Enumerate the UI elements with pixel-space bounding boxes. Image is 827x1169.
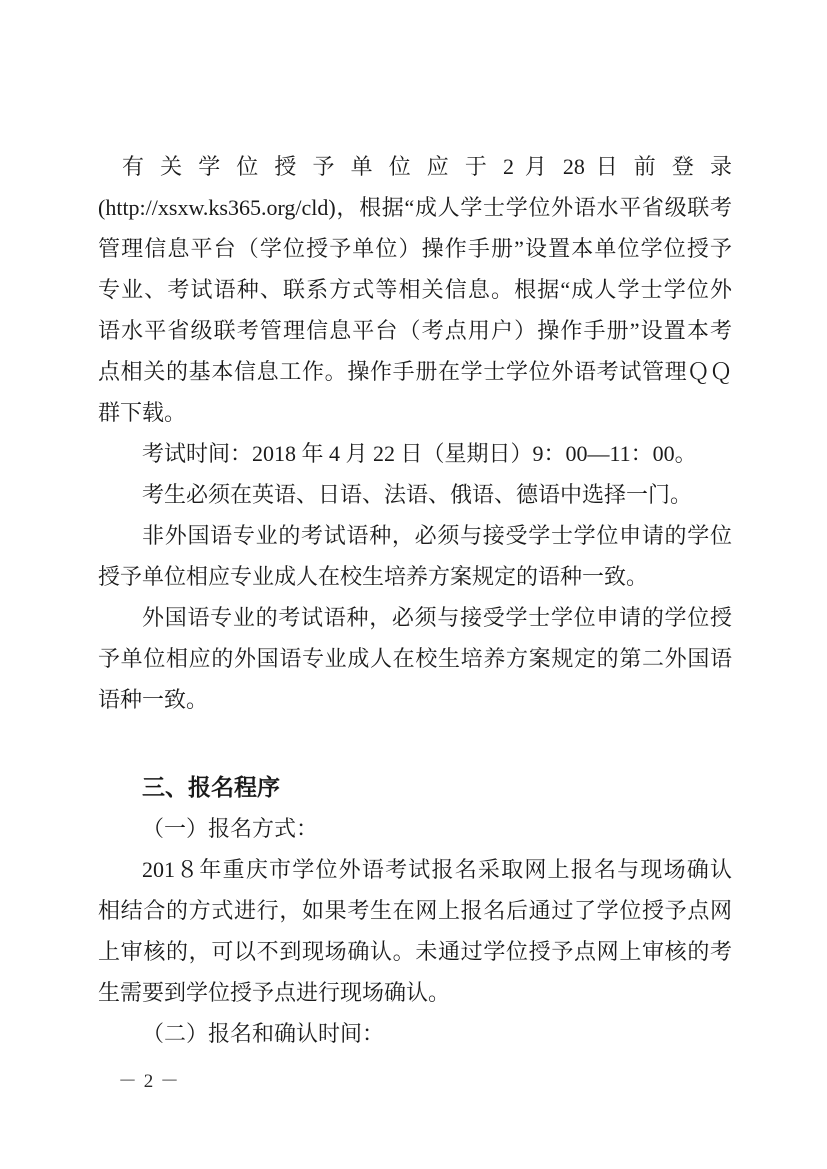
paragraph-line: 上审核的，可以不到现场确认。未通过学位授予点网上审核的考 [98, 939, 732, 964]
subsection-label: （二）报名和确认时间： [142, 1021, 385, 1046]
language-choice-line: 考生必须在英语、日语、法语、俄语、德语中选择一门。 [142, 482, 693, 507]
paragraph-line: 授予单位相应专业成人在校生培养方案规定的语种一致。 [98, 564, 649, 589]
paragraph-line: 群下载。 [98, 400, 187, 425]
paragraph-line: 非外国语专业的考试语种，必须与接受学士学位申请的学位 [142, 523, 732, 548]
subsection-label: （一）报名方式： [142, 816, 319, 841]
document-body [98, 146, 732, 1054]
paragraph-line: 生需要到学位授予点进行现场确认。 [98, 980, 451, 1005]
paragraph-line: 外国语专业的考试语种，必须与接受学士学位申请的学位授 [142, 605, 732, 630]
paragraph-line: 有 关 学 位 授 予 单 位 应 于 2 月 28 日 前 登 录 [122, 154, 732, 179]
section-gap [98, 720, 732, 767]
paragraph-line: (http://xsxw.ks365.org/cld)，根据“成人学士学位外语水平省级联考 [98, 195, 732, 220]
paragraph-line: 相结合的方式进行，如果考生在网上报名后通过了学位授予点网 [98, 898, 732, 923]
paragraph-line: 管理信息平台（学位授予单位）操作手册”设置本单位学位授予 [98, 236, 732, 261]
paragraph-line: 语种一致。 [98, 687, 209, 712]
paragraph-line: 语水平省级联考管理信息平台（考点用户）操作手册”设置本考 [98, 318, 732, 343]
paragraph-line: 予单位相应的外国语专业成人在校生培养方案规定的第二外国语 [98, 646, 732, 671]
section-heading: 三、报名程序 [142, 774, 280, 800]
paragraph-line: 点相关的基本信息工作。操作手册在学士学位外语考试管理ＱＱ [98, 359, 732, 384]
paragraph-line: 201８年重庆市学位外语考试报名采取网上报名与现场确认 [142, 857, 732, 882]
paragraph-line: 专业、考试语种、联系方式等相关信息。根据“成人学士学位外 [98, 277, 732, 302]
exam-time-line: 考试时间：2018 年 4 月 22 日（星期日）9：00—11：00。 [142, 441, 697, 466]
page-number: － 2 － [118, 1071, 181, 1092]
